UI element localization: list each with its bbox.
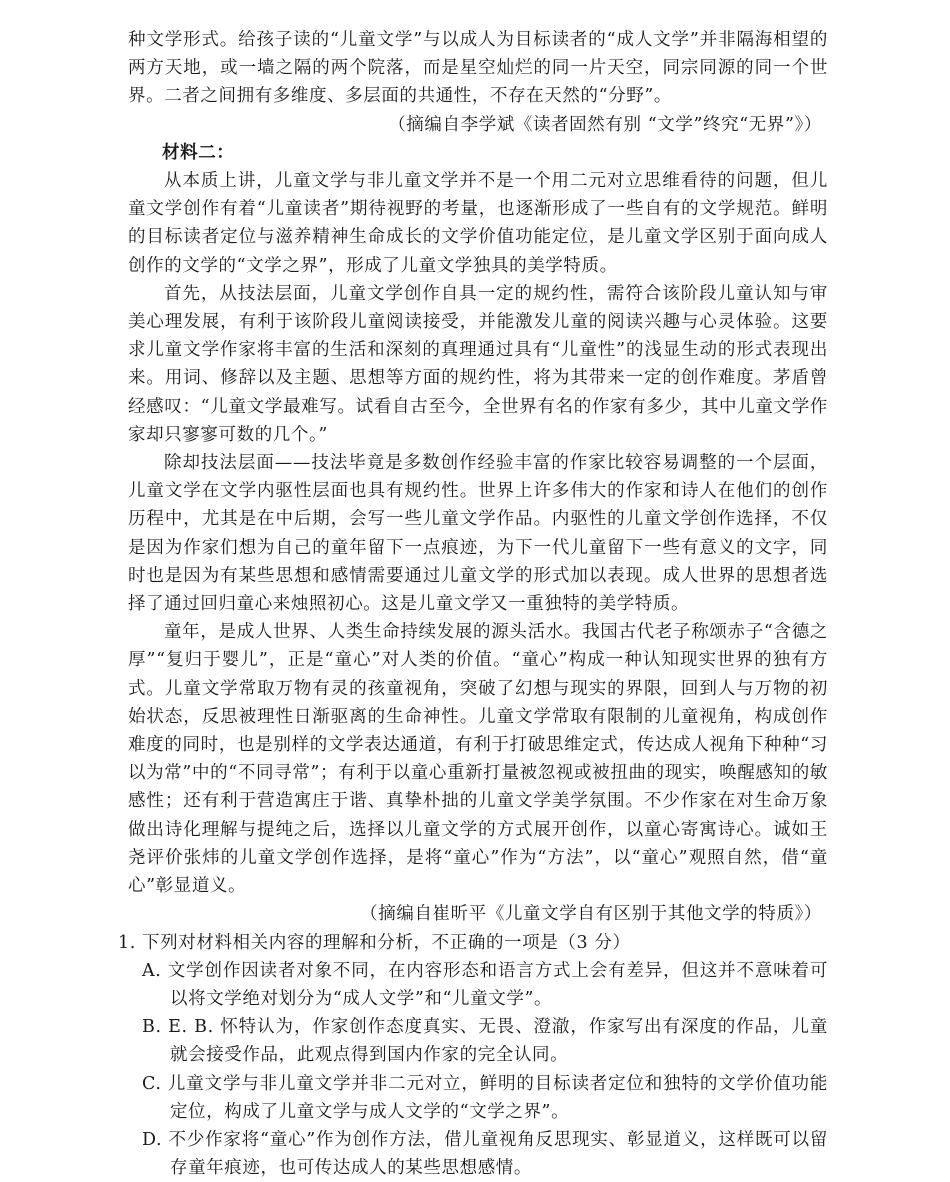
question-1-stem: 1. 下列对材料相关内容的理解和分析，不正确的一项是（3 分） [118, 932, 631, 953]
material1-source: （摘编自李学斌《读者固然有别 “文学”终究“无界”》） [388, 114, 822, 135]
question-1-option-c: C. 儿童文学与非儿童文学并非二元对立，鲜明的目标读者定位和独特的文学价值功能定位，构成了儿童文学与成人文学的“文学之界”。 [142, 1073, 828, 1122]
material2-paragraph: 首先，从技法层面，儿童文学创作自具一定的规约性，需符合该阶段儿童认知与审美心理发展，有利于该阶段儿童阅读接受，并能激发儿童的阅读兴趣与心灵体验。这要求儿童文学作家将丰富的生活和深刻的真理通过具有“儿童性”的浅显生动的形式表现出来。用词、修辞以及主题、思想等方面的规约性，将为其带来一定的创作难度。茅盾曾经感叹：“儿童文学最难写。试看自古至今，全世界有名的作家有多少，其中儿童文学作家却只寥寥可数的几个。” [128, 283, 828, 445]
question-1-option-b: B. E. B. 怀特认为，作家创作态度真实、无畏、澄澈，作家写出有深度的作品，儿童就会接受作品，此观点得到国内作家的完全认同。 [142, 1017, 828, 1066]
material2-paragraph: 除却技法层面——技法毕竟是多数创作经验丰富的作家比较容易调整的一个层面，儿童文学在文学内驱性层面也具有规约性。世界上许多伟大的作家和诗人在他们的创作历程中，尤其是在中后期，会写一些儿童文学作品。内驱性的儿童文学创作选择，不仅是因为作家们想为自己的童年留下一点痕迹，为下一代儿童留下一些有意义的文字，同时也是因为有某些思想和感情需要通过儿童文学的形式加以表现。成人世界的思想者选择了通过回归童心来烛照初心。这是儿童文学又一重独特的美学特质。 [128, 453, 828, 615]
material2-source: （摘编自崔昕平《儿童文学自有区别于其他文学的特质》） [360, 904, 822, 925]
question-1-option-d: D. 不少作家将“童心”作为创作方法，借儿童视角反思现实、彰显道义，这样既可以留存童年痕迹，也可传达成人的某些思想感情。 [142, 1129, 828, 1179]
exam-page [118, 26, 828, 1182]
material2-heading: 材料二： [162, 142, 235, 163]
material1-continuation: 种文学形式。给孩子读的“儿童文学”与以成人为目标读者的“成人文学”并非隔海相望的两方天地，或一墙之隔的两个院落，而是星空灿烂的同一片天空，同宗同源的同一个世界。二者之间拥有多维度、多层面的共通性，不存在天然的“分野”。 [128, 30, 828, 107]
question-1-option-a: A. 文学创作因读者对象不同，在内容形态和语言方式上会有差异，但这并不意味着可以将文学绝对划分为“成人文学”和“儿童文学”。 [142, 960, 828, 1009]
material2-paragraph: 童年，是成人世界、人类生命持续发展的源头活水。我国古代老子称颂赤子“含德之厚”“复归于婴儿”，正是“童心”对人类的价值。“童心”构成一种认知现实世界的独有方式。儿童文学常取万物有灵的孩童视角，突破了幻想与现实的界限，回到人与万物的初始状态，反思被理性日渐驱离的生命神性。儿童文学常取有限制的儿童视角，构成创作难度的同时，也是别样的文学表达通道，有利于打破思维定式，传达成人视角下种种“习以为常”中的“不同寻常”；有利于以童心重新打量被忽视或被扭曲的现实，唤醒感知的敏感性；还有利于营造寓庄于谐、真挚朴拙的儿童文学美学氛围。不少作家在对生命万象做出诗化理解与提纯之后，选择以儿童文学的方式展开创作，以童心寄寓诗心。诚如王尧评价张炜的儿童文学创作选择，是将“童心”作为“方法”，以“童心”观照自然，借“童心”彰显道义。 [128, 622, 828, 897]
material2-paragraph: 从本质上讲，儿童文学与非儿童文学并不是一个用二元对立思维看待的问题，但儿童文学创作有着“儿童读者”期待视野的考量，也逐渐形成了一些自有的文学规范。鲜明的目标读者定位与滋养精神生命成长的文学价值功能定位，是儿童文学区别于面向成人创作的文学的“文学之界”，形成了儿童文学独具的美学特质。 [128, 171, 828, 276]
